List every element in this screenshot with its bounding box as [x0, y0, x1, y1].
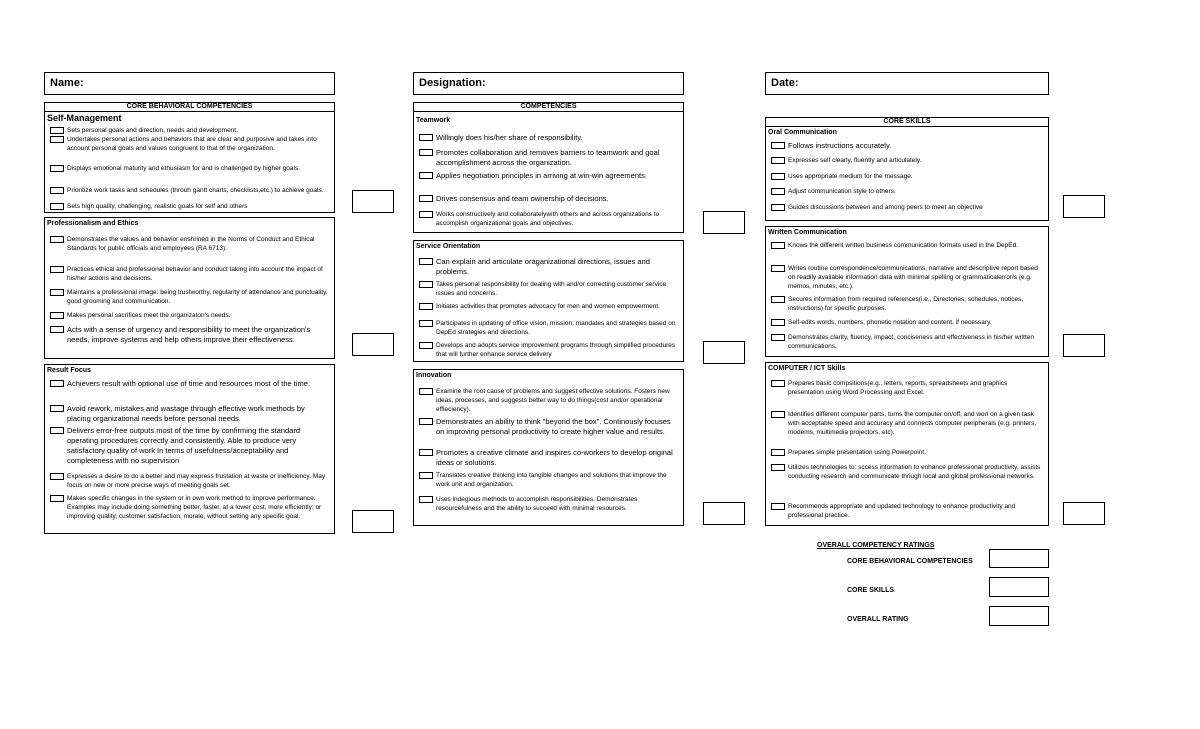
rating-checkbox[interactable]: [419, 281, 433, 288]
overall-row-label: CORE SKILLS: [847, 587, 895, 594]
designation-field[interactable]: [413, 72, 684, 95]
service-orientation-section: Service Orientation Can explain and articulate oraganizational directions, issues and problems. Takes personal responsibility for dealing with and/or correcting customer service issues and concerns. Initiates activities that promotes advocacy for men and women empowerment. Participates in updating of office vision, mission, mandates and strategies based on DepEd strategies and directions. Develops and adopts service improvement programs through simplified procedures that will further enhance service delivery: [413, 240, 684, 362]
overall-row-label: CORE BEHAVIORAL COMPETENCIES: [847, 558, 973, 565]
rating-checkbox[interactable]: [419, 418, 433, 425]
score-box-professionalism[interactable]: [352, 333, 394, 356]
ict-skills-heading: COMPUTER / ICT Skills: [768, 365, 846, 372]
result-focus-section: Result Focus Achievers result with optional use of time and resources most of the time. Avoid rework, mistakes and wastage through effective work methods by placing organizational needs before personal needs. Delivers error-free outputs most of the time by confirming the standard operating procedures correctly and consistently. Able to produce very satisfactory quality of work In terms of usefulness/acceptability and completeness with no supervision Expresses a desire to do a better and may express frustation at waste or inefficiency. May focus on new or more precise ways of meeting goals set. Makes specific changes in the system or in own work method to improve performance. Examples may include doing something better, faster, at a lower cost, more efficiently; or improving quality, customer satisfaction, morale, without setting any specific goal.: [44, 364, 335, 534]
rating-checkbox[interactable]: [50, 427, 64, 434]
rating-checkbox[interactable]: [771, 188, 785, 195]
date-field[interactable]: [765, 72, 1049, 95]
rating-checkbox[interactable]: [419, 211, 433, 218]
rating-checkbox[interactable]: [771, 411, 785, 418]
date-label: Date:: [771, 77, 799, 89]
rating-checkbox[interactable]: [50, 495, 64, 502]
teamwork-section: COMPETENCIES Teamwork Willingly does his/her share of responsibility. Promotes collaboration and removes barriers to teamwork and goal accomplishment across the organization. Applies negotiation principles in arriving at win-win agreements. Drives consensus and team ownership of decisions. Works constructively and collaboratelywith others and across organizations to accomplish organizational goals and objectives.: [413, 102, 684, 233]
innovation-heading: Innovation: [416, 372, 452, 379]
oral-communication-heading: Oral Communication: [768, 129, 837, 136]
rating-checkbox[interactable]: [419, 258, 433, 265]
written-communication-section: Written Communication Knows the different written business communication formats used in the DepEd. Writes routine correspondence/communications, narrative and descriptive report based on readily available information data with minimal spelling or grammaticalerror/s (e.g. memos, minutes, etc.). Secures information from required references(i.e., Directories, schedules, notices, instructions) for specific purposes. Self-edits words, numbers, phonetic notation and content, if necessary. Demonstrates clarity, fluency, impact, conciseness and effectiveness in his/her written communications.: [765, 226, 1049, 357]
rating-checkbox[interactable]: [50, 312, 64, 319]
rating-checkbox[interactable]: [771, 380, 785, 387]
ict-skills-section: COMPUTER / ICT Skills Prepares basic compsitions(e.g., letters, reports, spreadsheets and graphics presentation using Word Processing and Excel. Identifies different computer parts, turns the computer on/off, and worl on a given task with acceptable speed and accuracy and connects computer peripherals (e.g. printers, modems, multimedia projectors, etc). Prepares simple presentation using Powerpoint. Utilizes technologies to: sccess information to enhance professional productivity, assists conducting research and communicate thriugh local and global professional networks. Recommends appropriate and updated technology to enhance productivity and professional practice.: [765, 362, 1049, 526]
rating-checkbox[interactable]: [419, 388, 433, 395]
rating-checkbox[interactable]: [50, 136, 64, 143]
overall-ratings-title: OVERALL COMPETENCY RATINGS: [817, 542, 935, 549]
rating-checkbox[interactable]: [419, 195, 433, 202]
result-focus-heading: Result Focus: [47, 367, 91, 374]
core-behavioral-title: CORE BEHAVIORAL COMPETENCIES: [45, 103, 334, 112]
rating-checkbox[interactable]: [771, 265, 785, 272]
overall-core-skills-box[interactable]: [989, 577, 1049, 597]
score-box-innovation[interactable]: [703, 502, 745, 525]
rating-checkbox[interactable]: [50, 187, 64, 194]
rating-checkbox[interactable]: [771, 173, 785, 180]
score-box-teamwork[interactable]: [703, 211, 745, 234]
rating-checkbox[interactable]: [50, 289, 64, 296]
rating-checkbox[interactable]: [419, 320, 433, 327]
rating-checkbox[interactable]: [50, 127, 64, 134]
rating-checkbox[interactable]: [771, 319, 785, 326]
professionalism-heading: Professionalism and Ethics: [47, 220, 139, 227]
rating-checkbox[interactable]: [771, 296, 785, 303]
innovation-section: Innovation Examine the root cause of problems and suggest effective solutions. Fosters new ideas, processes, and suggests better way to do things(cost and/or operational effieciency). Demonstrates an ability to think "beyond the box". Continously focuses on improving personal productivity to create higher value and results. Promotes a creative climate and inspires co-workers to develop original ideas or solutions. Translates creative thinking into tangible changes and solutions that improve the work unit and organization. Uses indegious methods to accomplish responsibilities. Demonstrates resourcefulness and the ability to succeed with minimal resources.: [413, 369, 684, 526]
rating-checkbox[interactable]: [771, 334, 785, 341]
rating-checkbox[interactable]: [50, 165, 64, 172]
designation-label: Designation:: [419, 77, 486, 89]
name-field[interactable]: [44, 72, 335, 95]
rating-checkbox[interactable]: [50, 203, 64, 210]
competencies-title: COMPETENCIES: [414, 103, 683, 112]
score-box-service-orientation[interactable]: [703, 341, 745, 364]
rating-checkbox[interactable]: [419, 172, 433, 179]
rating-checkbox[interactable]: [419, 149, 433, 156]
self-management-heading: Self-Management: [47, 113, 122, 123]
rating-checkbox[interactable]: [771, 204, 785, 211]
self-management-section: CORE BEHAVIORAL COMPETENCIES Self-Management Sets personal goals and direction, needs and development. Undertakes personal actions and behaviors that are clear and purposive and takes into account personal goals and values congruent to that of the organization. Displays emotional maturity and ethusiasm for and is challenged by higher goals. Prioritize work tasks and schedules (throuh gantt charts, checklists,etc.) to achieve goals. Sets high quality, challenging, realistic goals for self and others: [44, 102, 335, 213]
overall-row-label: OVERALL RATING: [847, 616, 909, 623]
professionalism-section: Professionalism and Ethics Demonstrates the values and behavior enshrined in the Norms of Conduct and Ethical Standards for public officials and employees (RA 6713). Practices ethical and professional behavior and conduct taking into account the impact of his/her actions and decisions. Maintains a professional image: being trustworthy, regularity of attendance and punctuality, good grooming and communication. Makes personal sacrifices meet the organizaton's needs. Acts with a sense of urgency and responsibility to meet the organization's needs, improve systems and help others improve their effectiveness.: [44, 217, 335, 359]
core-skills-title: CORE SKILLS: [766, 118, 1048, 127]
overall-core-behavioral-box[interactable]: [989, 549, 1049, 568]
rating-checkbox[interactable]: [419, 342, 433, 349]
rating-checkbox[interactable]: [771, 157, 785, 164]
service-orientation-heading: Service Orientation: [416, 243, 481, 250]
rating-checkbox[interactable]: [50, 473, 64, 480]
score-box-result-focus[interactable]: [352, 510, 394, 533]
rating-checkbox[interactable]: [419, 449, 433, 456]
rating-checkbox[interactable]: [419, 303, 433, 310]
rating-checkbox[interactable]: [771, 242, 785, 249]
rating-checkbox[interactable]: [50, 266, 64, 273]
overall-rating-box[interactable]: [989, 606, 1049, 626]
rating-checkbox[interactable]: [50, 380, 64, 387]
rating-checkbox[interactable]: [771, 449, 785, 456]
rating-checkbox[interactable]: [50, 405, 64, 412]
score-box-oral-communication[interactable]: [1063, 195, 1105, 218]
rating-checkbox[interactable]: [419, 472, 433, 479]
rating-checkbox[interactable]: [771, 142, 785, 149]
rating-checkbox[interactable]: [419, 134, 433, 141]
score-box-written-communication[interactable]: [1063, 334, 1105, 357]
name-label: Name:: [50, 77, 84, 89]
score-box-ict-skills[interactable]: [1063, 502, 1105, 525]
rating-checkbox[interactable]: [419, 496, 433, 503]
rating-checkbox[interactable]: [50, 236, 64, 243]
rating-checkbox[interactable]: [771, 464, 785, 471]
oral-communication-section: CORE SKILLS Oral Communication Follows instructions accurately. Expresses self clearly, fluently and articulately. Uses appropriate medium for the message. Adjust communication style to others. Guides discussions between and among peers to meet an objective: [765, 117, 1049, 221]
rating-checkbox[interactable]: [50, 326, 64, 333]
teamwork-heading: Teamwork: [416, 117, 451, 124]
rating-checkbox[interactable]: [771, 503, 785, 510]
written-communication-heading: Written Communication: [768, 229, 847, 236]
score-box-self-management[interactable]: [352, 190, 394, 213]
